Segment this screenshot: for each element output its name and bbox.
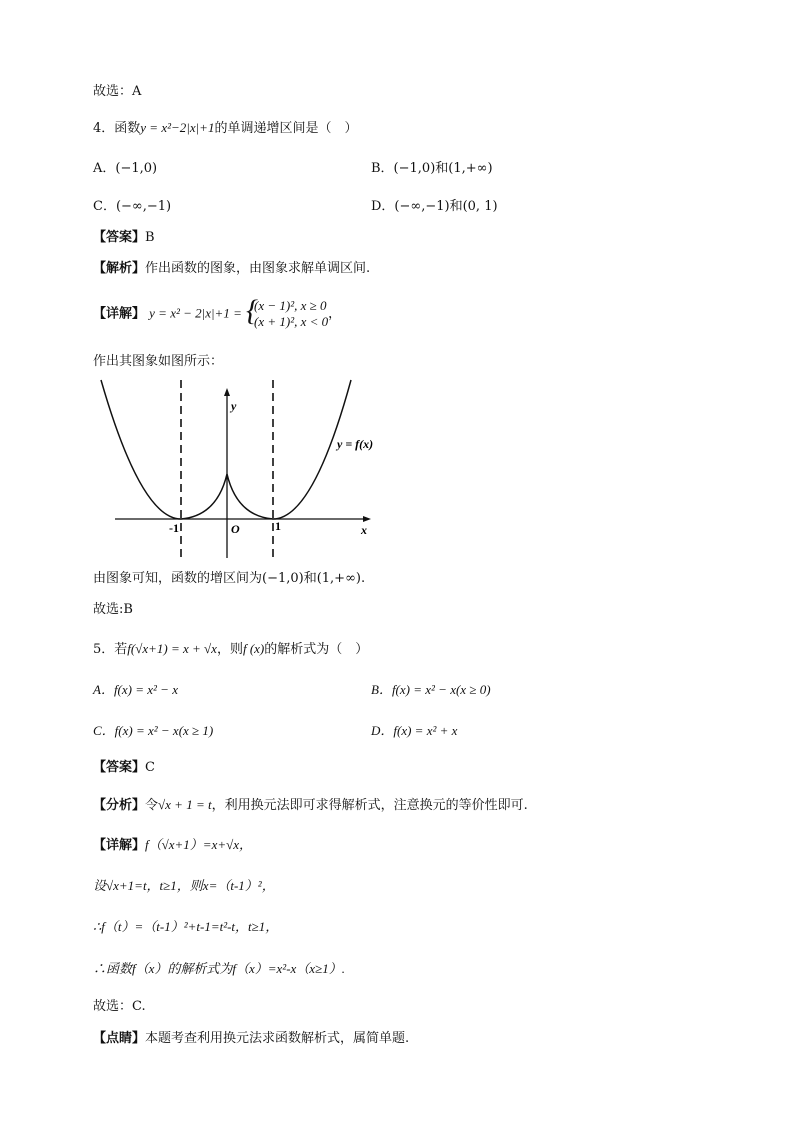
q5-option-c: C．f(x) = x² − x(x ≥ 1) [93,723,214,738]
q4-case-2: (x + 1)², x < 0 [254,314,329,329]
x-axis-label: x [361,523,367,537]
q4-detail-tail: ， [328,306,342,322]
q5-stem-formula: f(√x+1) = x + √x [127,641,217,656]
q5-analysis-post: ，利用换元法即可求得解析式，注意换元的等价性即可. [211,798,528,813]
q4-answer-tag: 【答案】 [93,230,146,245]
q4-option-b: B．(−1,0)和(1,+∞) [371,161,493,176]
q5-option-a: A．f(x) = x² − x [93,682,178,697]
q4-detail [93,298,341,330]
q5-option-b: B．f(x) = x² − x(x ≥ 0) [371,682,491,697]
y-axis-arrow [224,388,230,396]
q5-analysis-formula: √x + 1 = t [158,797,212,812]
q4-option-c: C．(−∞,−1) [93,199,172,214]
q4-analysis [93,260,370,278]
q5-stem-mid: ，则 [216,642,243,657]
tick-label-neg1: -1 [169,521,179,535]
q5-detail-tag: 【详解】 [93,838,146,853]
q5-comment-text: 本题考查利用换元法求函数解析式，属简单题. [145,1031,410,1046]
q4-piecewise [246,298,328,330]
q4-answer [93,229,155,247]
q4-choose: 故选:B [93,602,133,617]
q4-stem [93,119,357,138]
q4-case-1: { (x − 1)², x ≥ 0 [254,298,327,313]
q5-stem-tail: 的解析式为（ ） [264,642,369,657]
q5-stem [93,640,368,659]
q5-stem-fx: f (x) [242,641,265,656]
q5-option-d: D．f(x) = x² + x [371,723,458,738]
q5-detail-3: ∴f（t）=（t-1）²+t-1=t²-t，t≥1， [93,919,279,934]
q4-stem-tail: 的单调递增区间是（ ） [214,121,358,136]
q5-detail-line1: f（√x+1）=x+√x， [145,837,253,852]
q4-detail-tag: 【详解】 [93,306,146,322]
q5-answer-tag: 【答案】 [93,760,146,775]
q4-graph [93,376,383,562]
q3-choose: 故选：A [93,84,142,99]
x-axis-arrow [363,516,371,522]
curve-label: y = f(x) [337,437,374,451]
q4-conclusion: 由图象可知，函数的增区间为(−1,0)和(1,+∞). [93,571,366,586]
q5-detail-4: ∴函数f（x）的解析式为f（x）=x²-x（x≥1）. [93,961,345,976]
tick-label-1: 1 [275,519,281,533]
q5-choose: 故选：C. [93,999,146,1014]
q5-number: 5．若 [93,642,128,657]
q5-analysis [93,796,528,815]
q4-analysis-tag: 【解析】 [93,261,146,276]
function-curve [101,380,351,519]
q5-answer [93,759,155,777]
origin-label: O [231,522,240,536]
y-axis-label: y [231,399,237,413]
q4-detail-formula: y = x² − 2|x|+1 = [149,305,242,321]
q5-analysis-pre: 令 [145,798,159,813]
q5-detail-1 [93,836,252,855]
q5-comment-tag: 【点睛】 [93,1031,146,1046]
q5-analysis-tag: 【分析】 [93,798,146,813]
q5-answer-value: C [145,760,155,775]
q5-comment [93,1030,409,1048]
q4-option-d: D．(−∞,−1)和(0, 1) [371,199,498,214]
q4-answer-value: B [145,230,155,245]
q5-detail-2: 设√x+1=t，t≥1，则x=（t-1）²， [93,878,275,893]
q4-option-a: A．(−1,0) [93,161,158,176]
q4-formula: y = x²−2|x|+1 [140,120,215,135]
q4-graph-caption: 作出其图象如图所示： [93,354,224,369]
q4-analysis-text: 作出函数的图象，由图象求解单调区间. [145,261,371,276]
q4-number: 4．函数 [93,121,141,136]
